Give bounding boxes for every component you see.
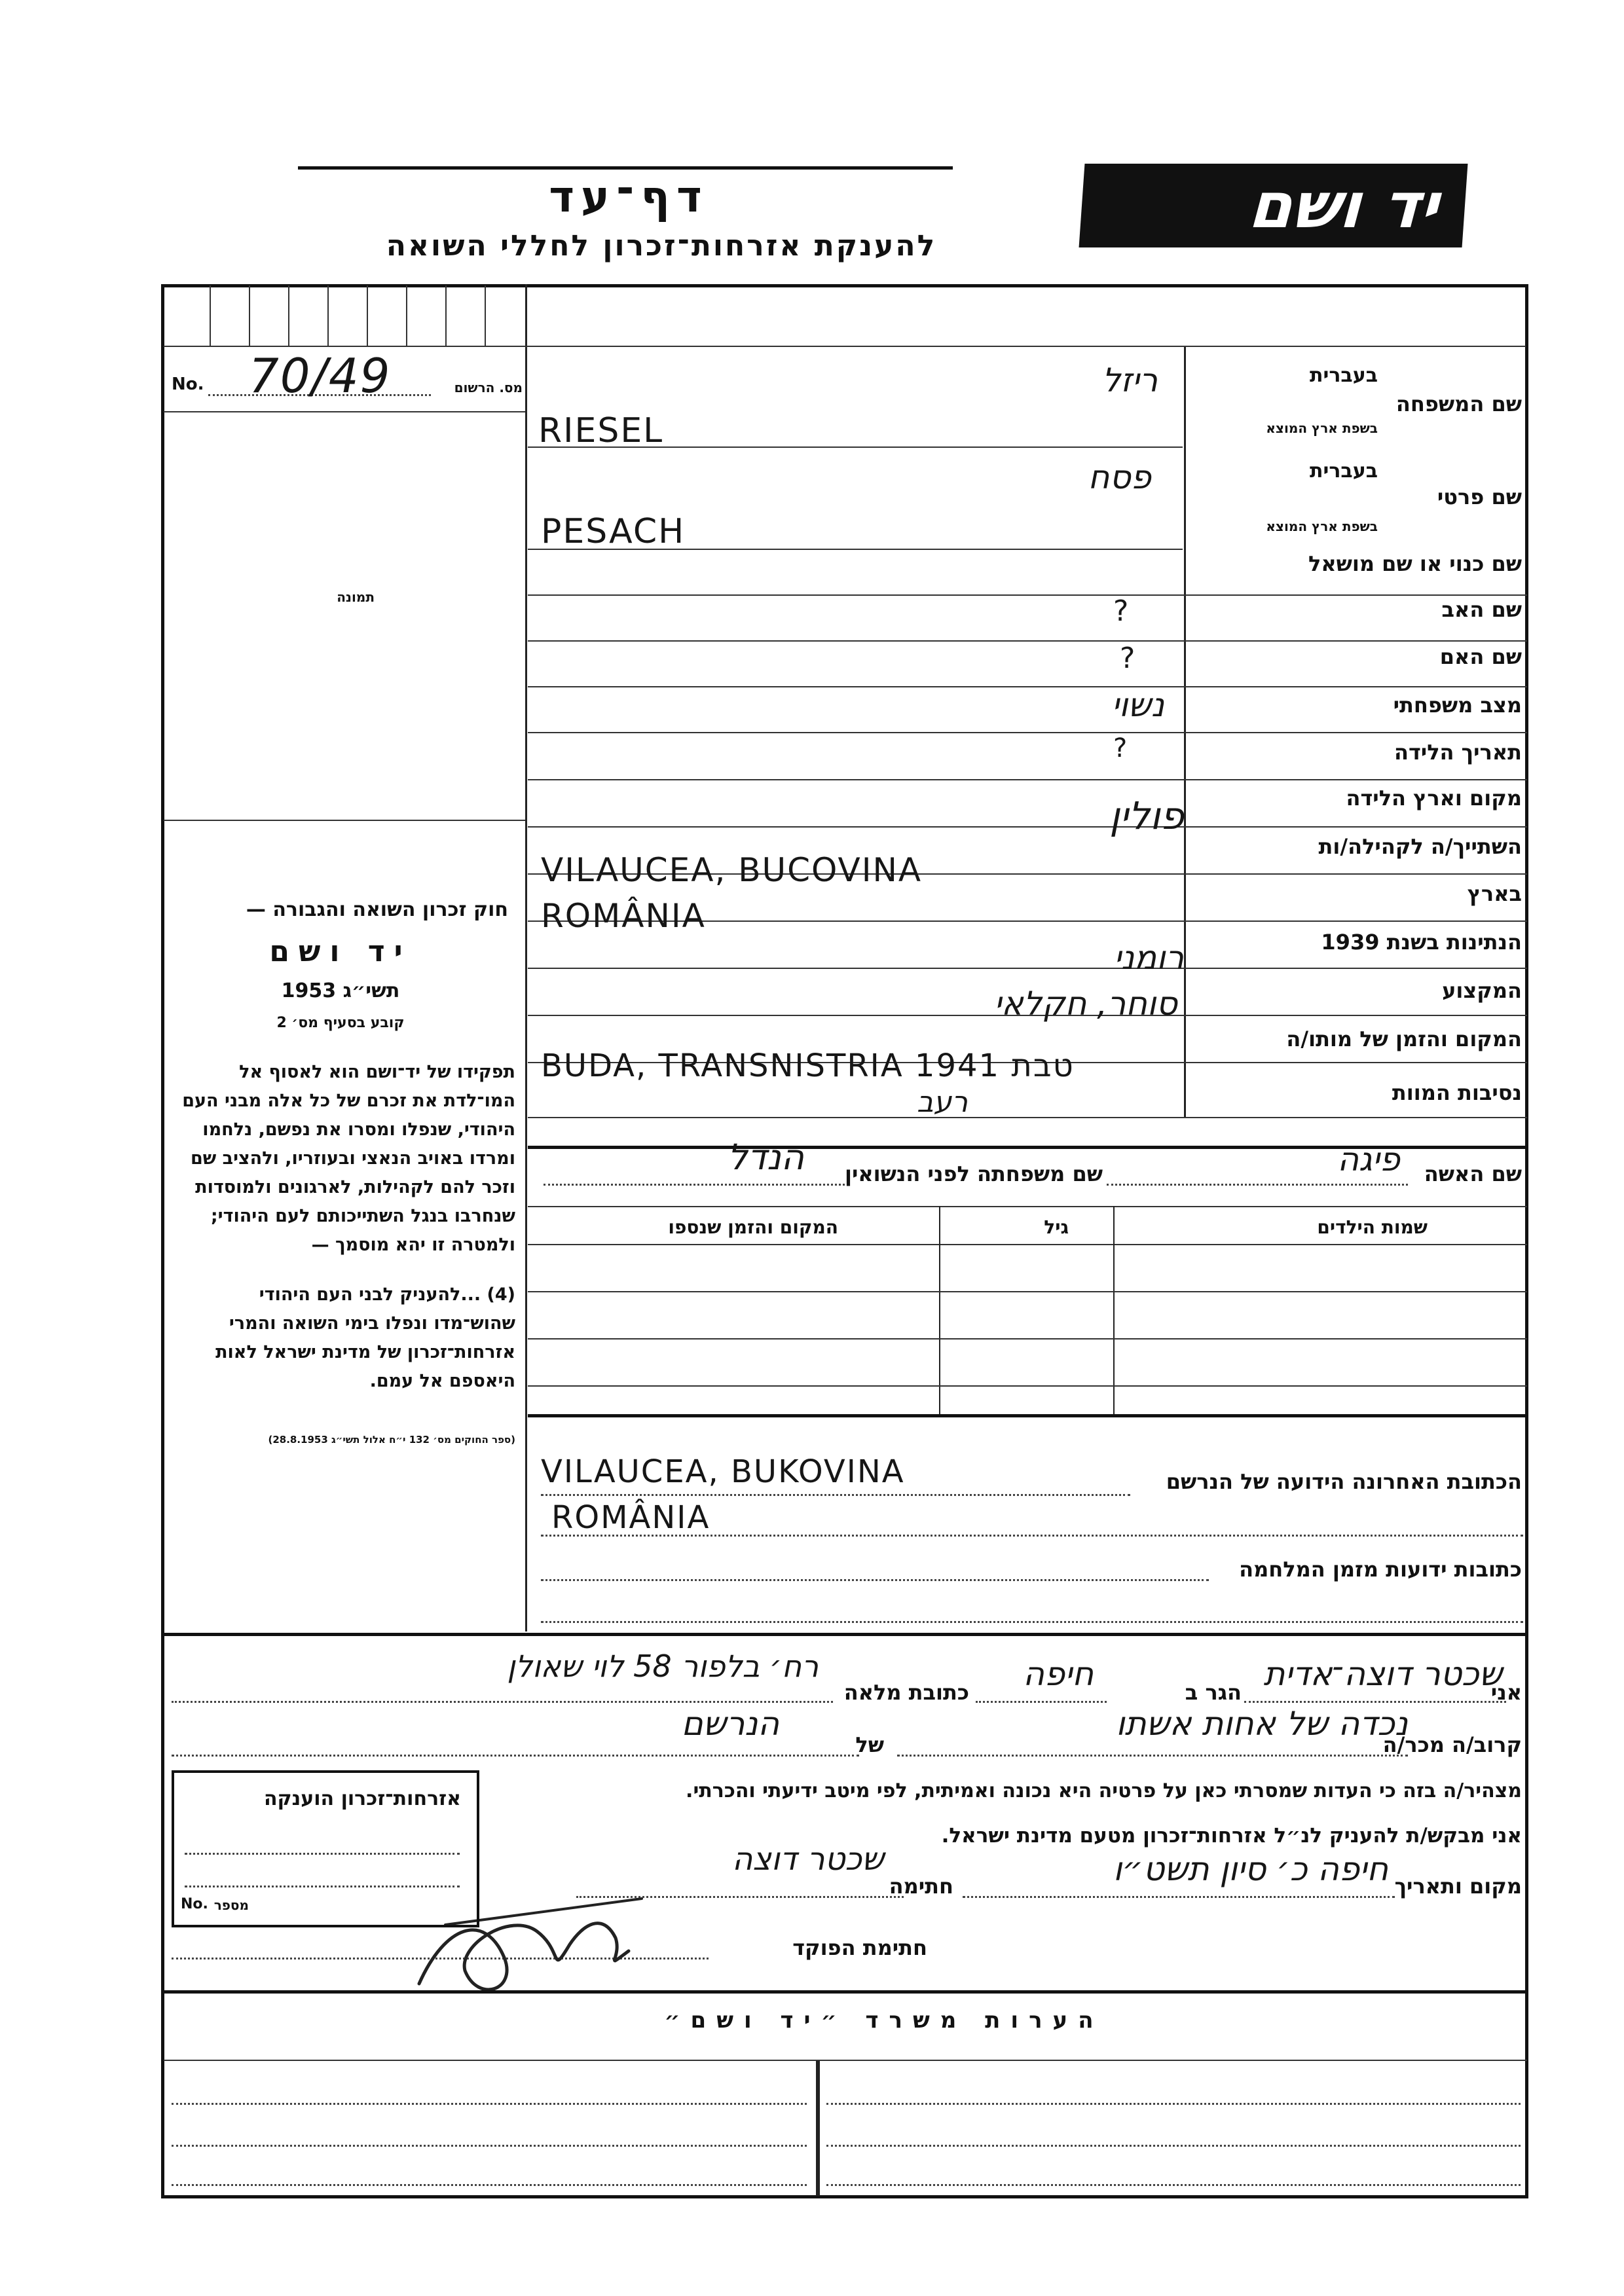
wife-maiden-label: שם משפחתה לפני הנשואין [844,1161,1103,1186]
children-col-divider [939,1206,940,1415]
top-row-rule [164,346,1526,347]
row-rule [528,826,1527,828]
officer-signature-label: חתימת הפוקד [792,1935,927,1960]
notes-line [172,2145,807,2147]
yad-vashem-logo [1079,164,1468,247]
wife-value: פיגה [1337,1140,1400,1178]
stamp-box-line [185,1886,460,1887]
declarant-relation: נכדה של אחות אשתו [1116,1705,1408,1743]
stamp-box-number-label: מספר [213,1897,249,1913]
last-address-label: הכתובת האחרונה הידועה של הנרשם [1166,1469,1522,1494]
notes-header-rule [164,2060,1527,2061]
last-address-line-2: ROMÂNIA [551,1499,710,1536]
declarant-city-dots [976,1701,1107,1703]
declarant-signature: שכטר דוצה [732,1841,884,1878]
declaration-text: מצהיר/ה בזה כי העדות שמסרתי כאן על פרטיה היא נכונה ואמיתית, לפי מיטב ידיעתי והכרתי. [686,1779,1522,1802]
row-rule [528,968,1527,969]
death-cause-value: רעב [917,1085,968,1119]
declarant-relation-label: קרוב/ה מכר/ה [1382,1732,1522,1757]
notes-top-rule [164,1990,1527,1994]
birth-place-value: פולין [1109,793,1184,838]
first-name-hebrew-label: בעברית [1310,460,1378,483]
stamp-box-no-label: No. [181,1896,208,1912]
death-place-value: BUDA, TRANSNISTRIA 1941 טבת [541,1048,1075,1084]
birth-place-label: מקום וארץ הלידה [1346,786,1522,811]
left-column-divider [525,284,527,1631]
community-label: השתייך/ה לקהילה/ות [1318,834,1522,859]
last-address-dots [541,1494,1130,1496]
children-col-divider [1113,1206,1115,1415]
place-date-dots [963,1896,1395,1898]
country-value: ROMÂNIA [541,897,706,935]
row-rule [528,640,1527,642]
death-cause-label: נסיבות המוות [1392,1080,1522,1105]
mother-value: ? [1120,642,1137,675]
stamp-box-line [185,1853,460,1855]
law-name: יד ושם [269,935,412,968]
declarant-address-dots [172,1701,833,1703]
law-section: קובע בסעיף מס׳ 2 [276,1015,405,1031]
declarant-name: שכטר דוצה־אדית [1263,1655,1502,1693]
children-row-rule [528,1385,1527,1387]
declarant-city: חיפה [1023,1655,1094,1693]
children-row-rule [528,1291,1527,1292]
father-value: ? [1113,594,1130,628]
notes-line [826,2145,1521,2147]
title-rule [298,166,953,170]
children-header-place: המקום והזמן שנספו [668,1216,838,1238]
last-address-line-1: VILAUCEA, BUKOVINA [541,1453,905,1490]
logo-text: יד ושם [1246,169,1441,242]
family-name-origin: RIESEL [538,411,664,450]
mother-label: שם האם [1439,644,1522,669]
row-rule [528,1117,1527,1118]
family-name-hebrew: ריזל [1101,361,1158,399]
profession-value: סוחר, חקלאי [994,985,1177,1023]
place-date-value: חיפה כ׳ סיון תשט״ו [1113,1850,1388,1888]
wartime-address-label: כתובות ידועות מזמן המלחמה [1239,1557,1522,1582]
notes-line [172,2103,807,2105]
law-paragraph-2: (4) ...להעניק לבני העם היהודי שהוש־מדו ונפלו בימי השואה והמרי אזרחות־זכרון של מדינת ישראל לאות היאספם אל עמם. [215,1285,515,1391]
birth-date-label: תאריך הלידה [1393,740,1522,765]
stamp-box-title: אזרחות־זכרון הוענקה [263,1787,461,1810]
law-citation: (ספר החוקים מס׳ 132 י״ח אלול תשי״ג 28.8.1953) [268,1434,515,1446]
photo-label: תמונה [337,589,375,605]
declarant-of-value: הנרשם [681,1705,779,1743]
first-name-origin-label: בשפת ארץ המוצא [1266,519,1378,534]
registry-number-label: מס. הרשום [454,380,523,395]
community-value: VILAUCEA, BUCOVINA [541,851,923,889]
signature-label: חתימה [889,1874,953,1899]
wife-label: שם האשה [1424,1161,1522,1186]
notes-line [826,2103,1521,2105]
request-text: אני מבקש/ת להעניק לנ״ל אזרחות־זכרון מטעם מדינת ישראל. [941,1824,1522,1848]
row-rule [528,732,1527,733]
of-dots [172,1755,859,1757]
citizenship-value: רומני [1113,939,1184,977]
wife-dots [1107,1184,1408,1186]
citizenship-label: הנתינות בשנת 1939 [1321,930,1522,955]
form-subtitle: להענקת אזרחות־זכרון לחללי השואה [386,229,937,263]
form-title: דף־עד [549,172,709,222]
tick-boxes [164,285,525,346]
wartime-dots [541,1579,1209,1581]
maiden-dots [544,1184,845,1186]
family-name-hebrew-label: בעברית [1310,364,1378,387]
family-name-origin-label: בשפת ארץ המוצא [1266,420,1378,436]
father-label: שם האב [1441,597,1522,622]
first-name-label: שם פרטי [1437,484,1522,509]
marital-status-value: נשוי [1111,686,1164,724]
declarant-of-label: של [855,1732,884,1757]
children-header-rule [528,1244,1527,1245]
law-year: תשי״ג 1953 [281,979,400,1002]
family-name-label: שם המשפחה [1395,392,1522,416]
address-bottom-rule [164,1633,1527,1636]
children-bottom-rule [528,1414,1527,1417]
notes-divider [816,2061,820,2196]
row-rule [528,686,1527,687]
children-header-age: גיל [1044,1216,1069,1238]
notes-line [172,2184,807,2186]
wartime-dots-2 [541,1621,1523,1623]
death-place-label: המקום והזמן של מותו/ה [1286,1027,1522,1051]
declarant-name-dots [1244,1701,1506,1703]
birth-date-value: ? [1113,733,1129,763]
declarant-full-address: רח׳ בלפור 58 לוי שאולן [507,1649,819,1684]
first-name-hebrew: פסח [1088,458,1151,496]
declarant-residing-label: הגר ב [1185,1680,1242,1705]
registry-no-label: No. [172,374,204,394]
country-label: בארץ [1467,881,1522,906]
relation-dots [897,1755,1408,1757]
children-row-rule [528,1338,1527,1339]
profession-label: המקצוע [1442,978,1522,1003]
first-name-origin: PESACH [541,512,686,551]
row-rule [528,594,1527,596]
place-date-label: מקום ותאריך [1394,1874,1522,1899]
declarant-full-address-label: כתובת מלאה [843,1680,969,1705]
row-rule [528,779,1527,780]
nickname-label: שם כנוי או שם מושאל [1308,551,1522,576]
office-notes-title: הערות משרד ״יד ושם״ [664,2007,1104,2033]
marital-status-label: מצב משפחתי [1393,693,1522,718]
wife-rule [528,1206,1527,1207]
registry-rule [164,411,525,412]
law-heading: חוק זכרון השואה והגבורה — [246,898,508,921]
registry-number: 70/49 [249,348,392,403]
photo-bottom-rule [164,820,525,821]
children-header-names: שמות הילדים [1317,1216,1428,1238]
notes-line [826,2184,1521,2186]
law-paragraph-1: תפקידו של יד־ושם הוא לאסוף אל המו־לדת את זכרם של כל אלה מבני העם היהודי, שנפלו ומסרו את נפשם, נלחמו ומרדו באויב הנאצי ובעוזריו, ולהציב שם וזכר להם לקהילות, לארגונים ולמוסדות שנחרבו בנגל השתייכותם לעם היהודי; ולמטרה זו יהא מוסמך — [182,1062,515,1255]
wife-maiden-value: הנדל [727,1137,804,1178]
declarant-i-label: אני [1490,1680,1522,1705]
